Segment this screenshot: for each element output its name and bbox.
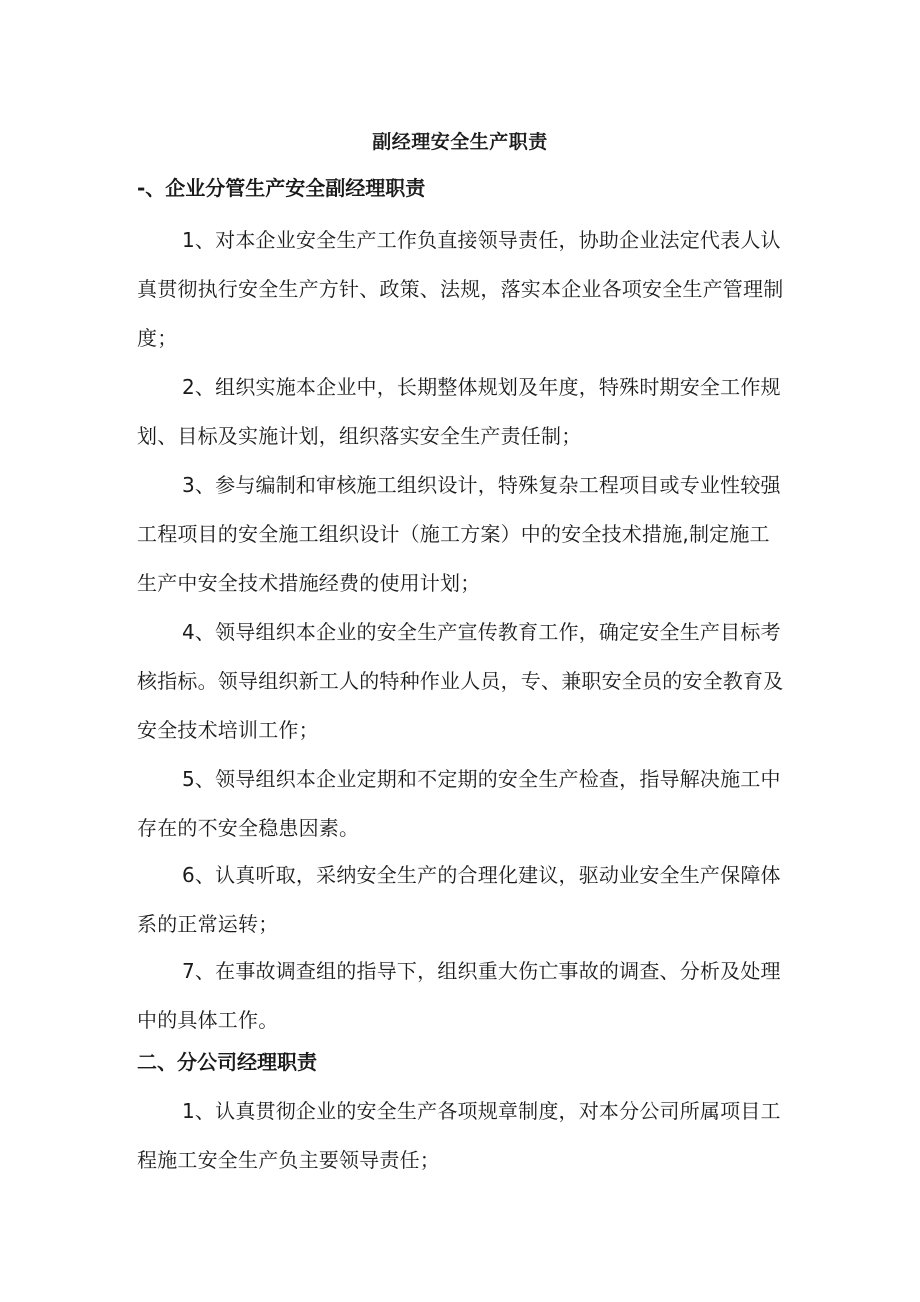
section-2-item-1: 1、认真贯彻企业的安全生产各项规章制度，对本分公司所属项目工程施工安全生产负主要领导责任；: [137, 1099, 781, 1172]
section-1-item-4: 4、领导组织本企业的安全生产宣传教育工作，确定安全生产目标考核指标。领导组织新工人的特种作业人员，专、兼职安全员的安全教育及安全技术培训工作；: [137, 620, 784, 742]
section-1-item-3: 3、参与编制和审核施工组织设计，特殊复杂工程项目或专业性较强工程项目的安全施工组织设计（施工方案）中的安全技术措施,制定施工生产中安全技术措施经费的使用计划；: [137, 473, 781, 595]
section-1-item-7: 7、在事故调查组的指导下，组织重大伤亡事故的调查、分析及处理中的具体工作。: [137, 959, 781, 1032]
section-1-item-6: 6、认真听取，采纳安全生产的合理化建议，驱动业安全生产保障体系的正常运转；: [137, 863, 781, 936]
section-1-item-2: 2、组织实施本企业中，长期整体规划及年度，特殊时期安全工作规划、目标及实施计划，组织落实安全生产责任制；: [137, 375, 781, 448]
section-1-item-5: 5、领导组织本企业定期和不定期的安全生产检查，指导解决施工中存在的不安全稳患因素。: [137, 767, 781, 840]
section-1-item-1: 1、对本企业安全生产工作负直接领导责任，协助企业法定代表人认真贯彻执行安全生产方针、政策、法规，落实本企业各项安全生产管理制度；: [137, 228, 784, 350]
section-heading-1: -、企业分管生产安全副经理职责: [137, 176, 426, 200]
section-heading-2: 二、分公司经理职责: [137, 1050, 317, 1074]
document-title: 副经理安全生产职责: [372, 131, 548, 153]
